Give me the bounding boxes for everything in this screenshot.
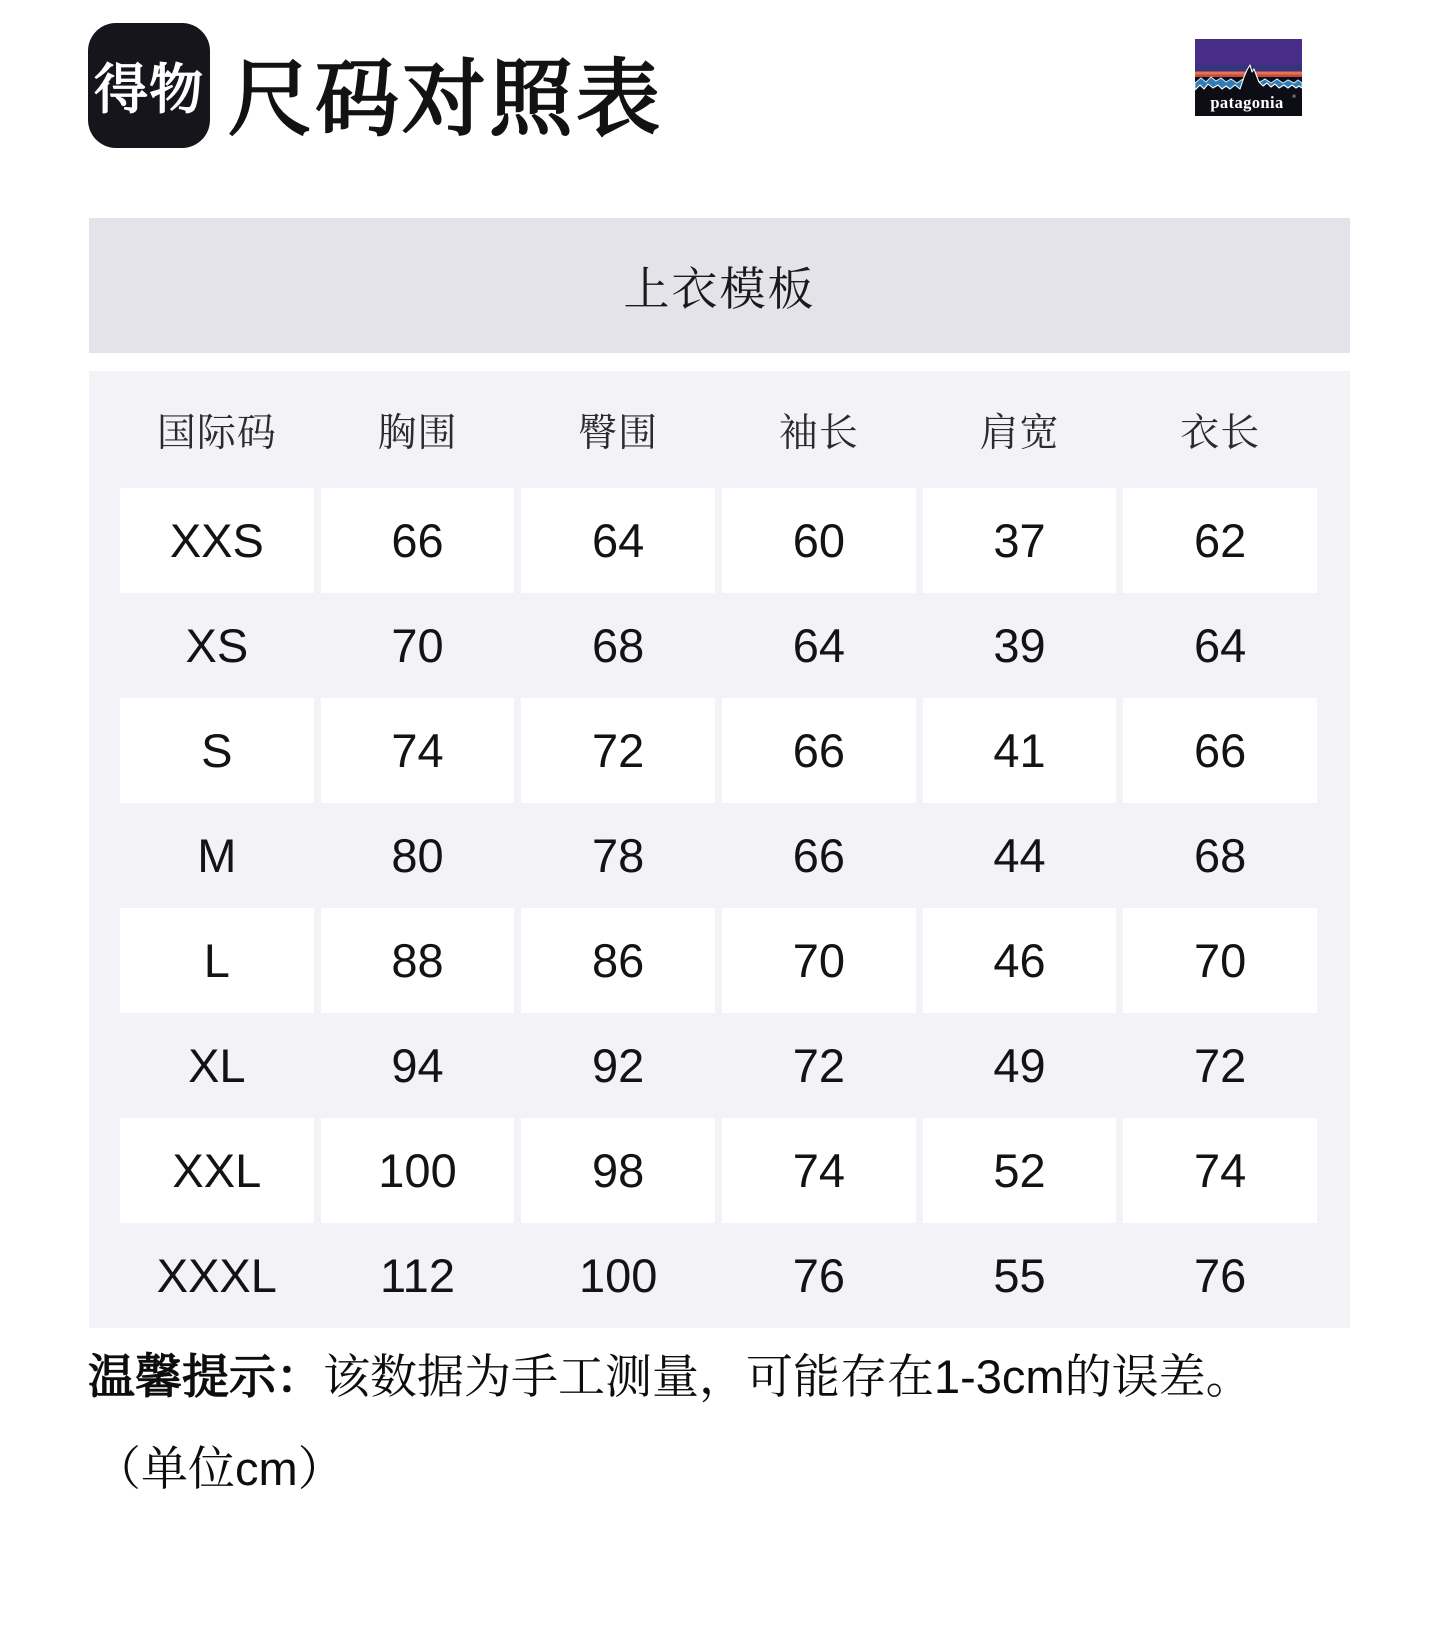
table-row (120, 593, 1317, 698)
table-cell: 100 (578, 1249, 658, 1302)
table-cell: 72 (792, 1039, 845, 1092)
size-table (89, 371, 1350, 1328)
table-cell: 70 (722, 908, 916, 1013)
table-cell: 66 (722, 698, 916, 803)
size-cell: XL (188, 1039, 246, 1092)
table-cell: 62 (1123, 488, 1317, 593)
unit-note: （单位cm） (94, 1442, 345, 1495)
size-cell: XXXL (156, 1249, 277, 1302)
table-cell: 70 (1123, 908, 1317, 1013)
table-cell: 49 (993, 1039, 1046, 1092)
table-cell: 39 (993, 619, 1046, 672)
patagonia-reg-mark: ® (1292, 94, 1296, 99)
column-header-0: 国际码 (156, 411, 277, 455)
size-cell: XXS (120, 488, 314, 593)
table-cell: 74 (1123, 1118, 1317, 1223)
table-cell: 92 (592, 1039, 645, 1092)
table-cell: 60 (722, 488, 916, 593)
table-row (120, 698, 1317, 803)
table-cell: 100 (321, 1118, 515, 1223)
table-section-title: 上衣模板 (623, 262, 816, 315)
table-cell: 55 (993, 1249, 1046, 1302)
dewu-logo-icon (88, 23, 210, 148)
size-cell: L (120, 908, 314, 1013)
table-section-band (89, 218, 1350, 353)
table-cell: 78 (592, 829, 645, 882)
table-cell: 76 (792, 1249, 845, 1302)
table-cell: 94 (391, 1039, 444, 1092)
column-header-1: 胸围 (377, 411, 458, 455)
table-cell: 44 (993, 829, 1046, 882)
table-cell: 66 (321, 488, 515, 593)
table-cell: 68 (592, 619, 645, 672)
table-cell: 64 (792, 619, 845, 672)
dewu-logo-text: 得物 (94, 60, 204, 120)
size-cell: XXL (120, 1118, 314, 1223)
table-row (120, 803, 1317, 908)
table-cell: 98 (521, 1118, 715, 1223)
table-cell: 86 (521, 908, 715, 1013)
table-cell: 72 (1194, 1039, 1247, 1092)
column-header-4: 肩宽 (979, 411, 1060, 455)
tip-text: 温馨提示：该数据为手工测量，可能存在1-3cm的误差。 (88, 1350, 1253, 1403)
table-cell: 64 (1194, 619, 1247, 672)
table-row (120, 908, 1317, 1013)
patagonia-logo-icon (1195, 39, 1302, 116)
column-header-2: 臀围 (578, 411, 659, 455)
table-cell: 66 (1123, 698, 1317, 803)
table-row (120, 488, 1317, 593)
table-row (120, 1223, 1317, 1328)
table-cell: 76 (1194, 1249, 1247, 1302)
table-cell: 68 (1194, 829, 1247, 882)
table-cell: 72 (521, 698, 715, 803)
table-row (120, 1013, 1317, 1118)
table-cell: 80 (391, 829, 444, 882)
table-cell: 46 (923, 908, 1117, 1013)
patagonia-logo-text: patagonia (1210, 93, 1284, 112)
table-cell: 74 (722, 1118, 916, 1223)
column-header-3: 袖长 (778, 411, 859, 455)
column-header-5: 衣长 (1180, 411, 1261, 455)
table-cell: 52 (923, 1118, 1117, 1223)
table-body (120, 488, 1317, 1328)
table-cell: 112 (380, 1249, 455, 1302)
size-cell: M (197, 829, 237, 882)
table-cell: 70 (391, 619, 444, 672)
table-cell: 41 (923, 698, 1117, 803)
table-cell: 88 (321, 908, 515, 1013)
table-cell: 37 (923, 488, 1117, 593)
size-cell: S (120, 698, 314, 803)
size-cell: XS (185, 619, 249, 672)
page-title: 尺码对照表 (228, 52, 664, 146)
table-row (120, 1118, 1317, 1223)
table-cell: 74 (321, 698, 515, 803)
tip-label: 温馨提示： (88, 1350, 323, 1403)
table-cell: 66 (792, 829, 845, 882)
table-cell: 64 (521, 488, 715, 593)
table-header-row (120, 371, 1317, 488)
